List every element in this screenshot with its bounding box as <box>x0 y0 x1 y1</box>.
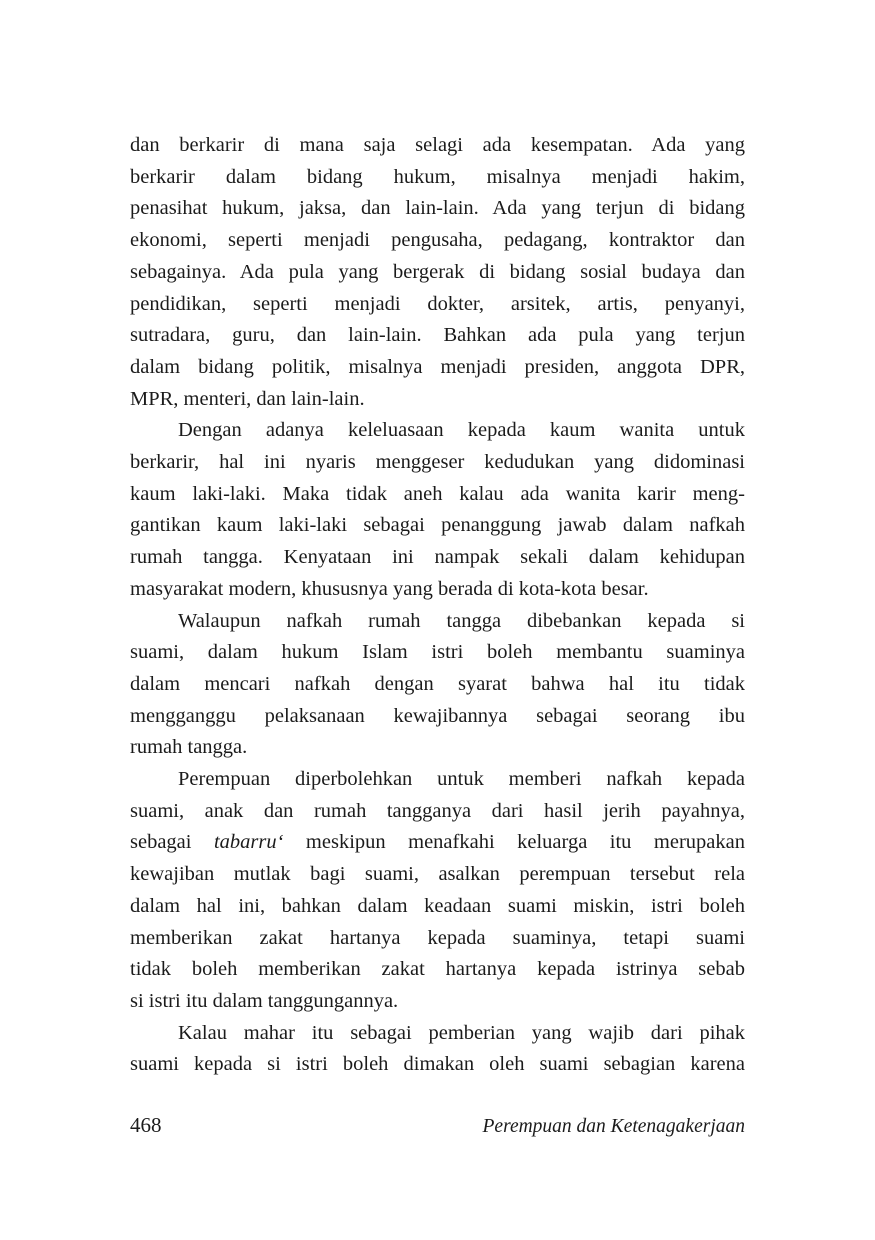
text-run: Perempuan diperbolehkan untuk memberi nafkah kepada <box>178 768 745 791</box>
text-run: penasihat hukum, jaksa, dan lain-lain. Ada yang terjun di bidang <box>130 197 745 220</box>
text-run: mengganggu pelaksanaan kewajibannya sebagai seorang ibu <box>130 704 745 727</box>
text-line <box>130 479 745 511</box>
text-line <box>130 954 745 986</box>
paragraph <box>130 415 745 605</box>
text-line <box>130 891 745 923</box>
text-line <box>130 542 745 574</box>
text-line <box>130 732 745 764</box>
text-run: ekonomi, seperti menjadi pengusaha, pedagang, kontraktor dan <box>130 229 745 252</box>
text-run: MPR, menteri, dan lain-lain. <box>130 387 365 410</box>
text-line <box>130 1018 745 1050</box>
text-run: kaum laki-laki. Maka tidak aneh kalau ada wanita karir meng- <box>130 482 745 505</box>
text-line <box>130 669 745 701</box>
page-text <box>130 130 745 1081</box>
text-run: Dengan adanya keleluasaan kepada kaum wanita untuk <box>178 419 745 442</box>
text-run: berkarir, hal ini nyaris menggeser kedudukan yang didominasi <box>130 451 745 474</box>
text-run: dalam bidang politik, misalnya menjadi presiden, anggota DPR, <box>130 355 745 378</box>
paragraph <box>130 764 745 1018</box>
italic-term: tabarru‘ <box>213 831 284 854</box>
text-run: sutradara, guru, dan lain-lain. Bahkan ada pula yang terjun <box>130 324 745 347</box>
text-run: suami, dalam hukum Islam istri boleh membantu suaminya <box>130 641 745 664</box>
text-run: suami kepada si istri boleh dimakan oleh suami sebagian karena <box>130 1053 745 1076</box>
text-run: gantikan kaum laki-laki sebagai penanggung jawab dalam nafkah <box>130 514 745 537</box>
page-number: 468 <box>130 1113 162 1137</box>
text-line <box>130 764 745 796</box>
text-run: berkarir dalam bidang hukum, misalnya menjadi hakim, <box>130 165 745 188</box>
paragraph <box>130 130 745 415</box>
text-line <box>130 701 745 733</box>
text-run: dalam mencari nafkah dengan syarat bahwa hal itu tidak <box>130 672 745 695</box>
text-line <box>130 384 745 416</box>
text-run: si istri itu dalam tanggungannya. <box>130 989 399 1012</box>
text-run: rumah tangga. <box>130 736 248 759</box>
text-run: sebagai <box>130 831 214 854</box>
text-run: memberikan zakat hartanya kepada suaminya, tetapi suami <box>130 926 745 949</box>
text-line <box>130 827 745 859</box>
text-run: kewajiban mutlak bagi suami, asalkan perempuan tersebut rela <box>130 863 745 886</box>
text-line <box>130 320 745 352</box>
text-run: meskipun menafkahi keluarga itu merupakan <box>283 831 745 854</box>
text-run: dalam hal ini, bahkan dalam keadaan suami miskin, istri boleh <box>130 894 745 917</box>
text-line <box>130 606 745 638</box>
paragraph <box>130 1018 745 1081</box>
text-run: suami, anak dan rumah tangganya dari hasil jerih payahnya, <box>130 799 745 822</box>
page-footer <box>130 1112 745 1140</box>
text-line <box>130 225 745 257</box>
paragraph <box>130 606 745 765</box>
text-line <box>130 923 745 955</box>
text-line <box>130 447 745 479</box>
text-line <box>130 130 745 162</box>
text-run: tidak boleh memberikan zakat hartanya kepada istrinya sebab <box>130 958 745 981</box>
text-line <box>130 352 745 384</box>
text-run: Kalau mahar itu sebagai pemberian yang wajib dari pihak <box>178 1021 745 1044</box>
text-line <box>130 162 745 194</box>
text-line <box>130 986 745 1018</box>
text-run: rumah tangga. Kenyataan ini nampak sekali dalam kehidupan <box>130 546 745 569</box>
text-line <box>130 1049 745 1081</box>
text-run: sebagainya. Ada pula yang bergerak di bidang sosial budaya dan <box>130 260 745 283</box>
text-line <box>130 859 745 891</box>
text-line <box>130 257 745 289</box>
text-line <box>130 415 745 447</box>
text-run: Walaupun nafkah rumah tangga dibebankan kepada si <box>178 609 745 632</box>
text-line <box>130 289 745 321</box>
text-run: masyarakat modern, khususnya yang berada di kota-kota besar. <box>130 577 649 600</box>
text-line <box>130 796 745 828</box>
text-run: pendidikan, seperti menjadi dokter, arsitek, artis, penyanyi, <box>130 292 745 315</box>
text-line <box>130 193 745 225</box>
text-line <box>130 637 745 669</box>
text-run: dan berkarir di mana saja selagi ada kesempatan. Ada yang <box>130 134 745 156</box>
text-line <box>130 574 745 606</box>
running-title: Perempuan dan Ketenagakerjaan <box>482 1116 745 1137</box>
text-line <box>130 510 745 542</box>
